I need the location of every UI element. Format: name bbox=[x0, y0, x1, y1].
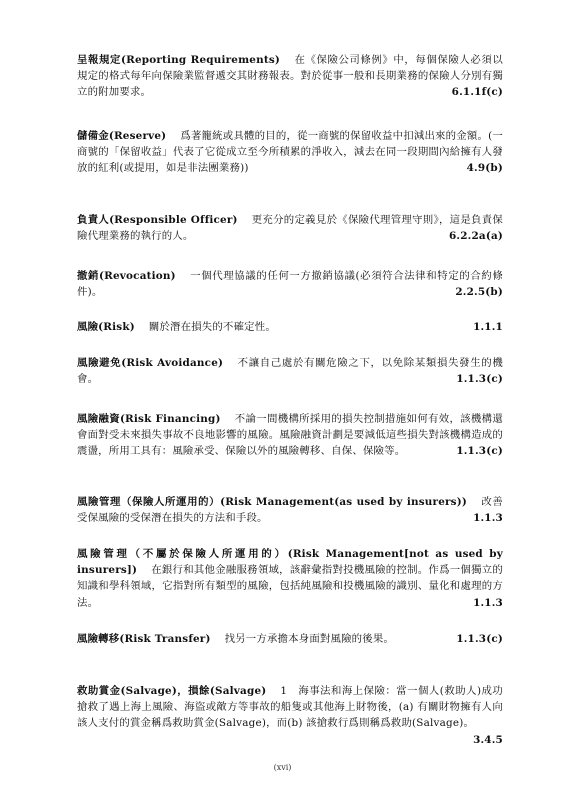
entry-definition: 找另一方承擔本身面對風險的後果。 bbox=[224, 633, 395, 645]
glossary-entry-risk-management-insurers bbox=[77, 494, 503, 526]
glossary-entry-responsible-officer bbox=[77, 212, 503, 244]
entry-definition: 關於潛在損失的不確定性。 bbox=[148, 321, 276, 333]
entry-reference: 1.1.3 bbox=[473, 596, 503, 609]
glossary-entry-risk-financing bbox=[77, 411, 503, 460]
entry-reference: 1.1.3 bbox=[473, 512, 503, 525]
entry-term: 儲備金(Reserve) bbox=[77, 130, 167, 142]
glossary-entry-risk-avoidance bbox=[77, 355, 503, 387]
glossary-entry-risk-transfer bbox=[77, 631, 503, 647]
glossary-entry-salvage bbox=[77, 683, 503, 748]
entry-term: 風險管理（不屬於保險人所運用的）(Risk Management[not as used by insurers]) bbox=[77, 548, 503, 577]
entry-definition: 不讓自己處於有關危險之下，以免除某類損失發生的機會。 bbox=[77, 357, 503, 386]
entry-term: 呈報規定(Reporting Requirements) bbox=[77, 54, 281, 66]
entry-term: 風險管理（保險人所運用的）(Risk Management(as used by insurers)) bbox=[77, 496, 467, 508]
entry-reference: 1.1.3(c) bbox=[456, 373, 503, 386]
entry-reference: 1.1.3(c) bbox=[456, 445, 503, 458]
entry-reference: 4.9(b) bbox=[466, 162, 503, 175]
entry-reference: 2.2.5(b) bbox=[455, 286, 503, 299]
entry-definition: 在銀行和其他金融服務領域，該辭彙指對投機風險的控制。作爲一個獨立的知識和學科領域，它指對所有類型的風險，包括純風險和投機風險的識別、量化和處理的方法。 bbox=[77, 564, 503, 609]
entry-reference: 1.1.1 bbox=[473, 321, 503, 333]
entry-reference: 1.1.3(c) bbox=[456, 633, 503, 645]
entry-definition: 爲著籠統或具體的目的，從一商號的保留收益中扣減出來的金額。(一商號的「保留收益」代表了它從成立至今所積累的淨收入，減去在同一段期間內給擁有人發放的紅利(或提用，如是非法團業務)) bbox=[77, 130, 503, 175]
entry-definition: 一個代理協議的任何一方撤銷協議(必須符合法律和特定的合約條件)。 bbox=[77, 270, 503, 299]
entry-term: 風險融資(Risk Financing) bbox=[77, 413, 221, 425]
glossary-entry-risk bbox=[77, 319, 503, 335]
entry-term: 負責人(Responsible Officer) bbox=[77, 214, 238, 226]
entry-reference: 6.2.2a(a) bbox=[448, 230, 503, 243]
entry-term: 風險轉移(Risk Transfer) bbox=[77, 633, 211, 645]
entry-term: 風險避免(Risk Avoidance) bbox=[77, 357, 224, 369]
page-number: (xvi) bbox=[273, 763, 292, 772]
entry-definition: 更充分的定義見於《保險代理管理守則》，這是負責保險代理業務的執行的人。 bbox=[77, 214, 503, 243]
entry-term: 救助賞金(Salvage)，損餘(Salvage) bbox=[77, 685, 267, 697]
entry-definition: 在《保險公司條例》中，每個保險人必須以規定的格式每年向保險業監督遞交其財務報表。對於從事一般和長期業務的保險人分別有獨立的附加要求。 bbox=[77, 54, 503, 99]
entry-definition: 改善受保風險的受保潛在損失的方法和手段。 bbox=[77, 496, 503, 525]
entry-definition: 不論一間機構所採用的損失控制措施如何有效，該機構還會面對受未來損失事故不良地影響的風險。風險融資計劃是要減低這些損失對該機構造成的震盪，所用工具有：風險承受、保險以外的風險轉移、自保、保險等。 bbox=[77, 413, 503, 458]
glossary-entry-reporting-requirements bbox=[77, 52, 503, 101]
entry-term: 風險(Risk) bbox=[77, 321, 135, 333]
entry-definition: 1 海事法和海上保險：當一個人(救助人)成功搶救了遇上海上風險、海盜或敵方等事故的船隻或其他海上財物後，(a) 有關財物擁有人向該人支付的賞金稱爲救助賞金(Salvage)，而(b) 該搶救行爲則稱爲救助(Salvage)。 bbox=[77, 685, 503, 730]
glossary-entry-reserve bbox=[77, 128, 503, 177]
entry-term: 撤銷(Revocation) bbox=[77, 270, 176, 282]
glossary-entry-risk-management-non-insurers bbox=[77, 546, 503, 611]
entry-reference: 3.4.5 bbox=[473, 733, 503, 746]
glossary-entry-revocation bbox=[77, 268, 503, 300]
entry-reference: 6.1.1f(c) bbox=[451, 86, 503, 99]
